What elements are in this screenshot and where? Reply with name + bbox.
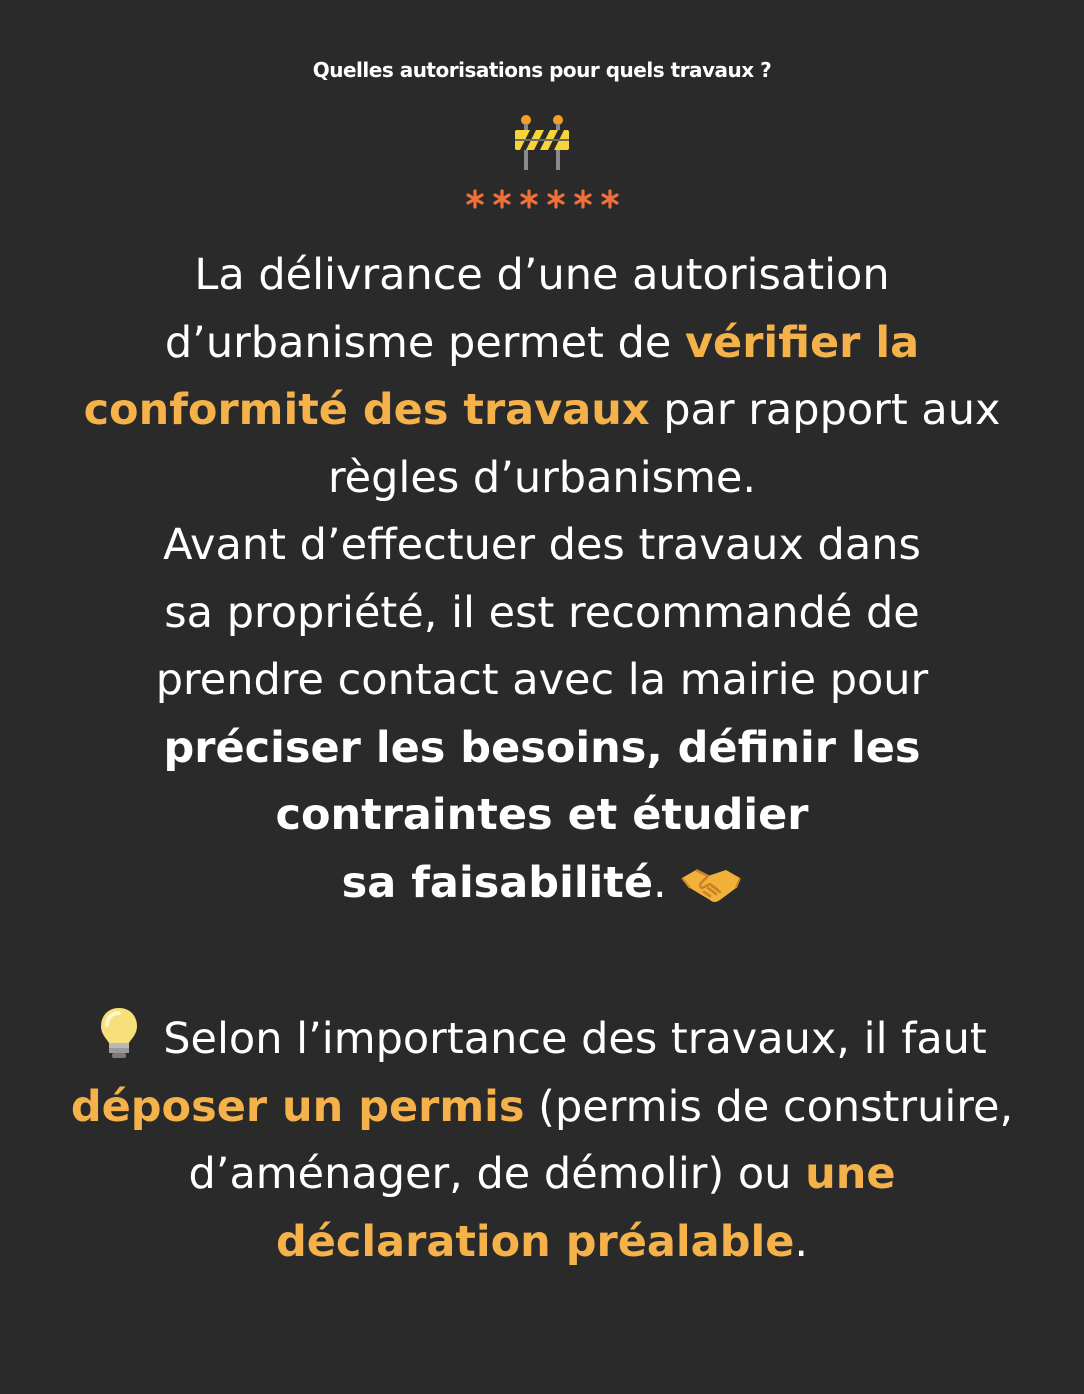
highlight-text: déclaration préalable <box>275 1216 795 1267</box>
intro-paragraph <box>12 242 1072 917</box>
highlight-text: conformité des travaux <box>83 385 650 435</box>
highlight-text: une <box>805 1149 896 1199</box>
bold-text-line: contraintes et étudier <box>275 790 809 840</box>
text-line: d’aménager, de démolir) ou une <box>188 1149 896 1199</box>
text-line: règles d’urbanisme. <box>327 452 757 503</box>
text-line: sa faisabilité. <box>12 850 1072 918</box>
text-line: sa propriété, il est recommandé de <box>164 587 920 638</box>
permit-paragraph <box>12 1005 1072 1276</box>
text-line: déposer un permis (permis de construire, <box>70 1081 1014 1132</box>
light-bulb-icon <box>97 1005 141 1061</box>
text-line: d’urbanisme permet de vérifier la <box>164 317 920 368</box>
text-line: conformité des travaux par rapport aux <box>83 385 1001 435</box>
text-line: Avant d’effectuer des travaux dans <box>163 520 921 570</box>
text-line: prendre contact avec la mairie pour <box>155 655 929 705</box>
construction-barrier-icon <box>512 114 572 174</box>
text-line: déclaration préalable. <box>275 1216 809 1267</box>
asterisks-divider <box>462 188 622 210</box>
highlight-text: vérifier la <box>685 317 920 368</box>
post-title: Quelles autorisations pour quels travaux ? <box>312 58 772 82</box>
bold-text-line: préciser les besoins, définir les <box>163 722 921 773</box>
highlight-text: déposer un permis <box>70 1081 525 1132</box>
text-line: La délivrance d’une autorisation <box>194 250 890 300</box>
text-line: Selon l’importance des travaux, il faut <box>12 1005 1072 1074</box>
handshake-icon <box>680 864 742 906</box>
